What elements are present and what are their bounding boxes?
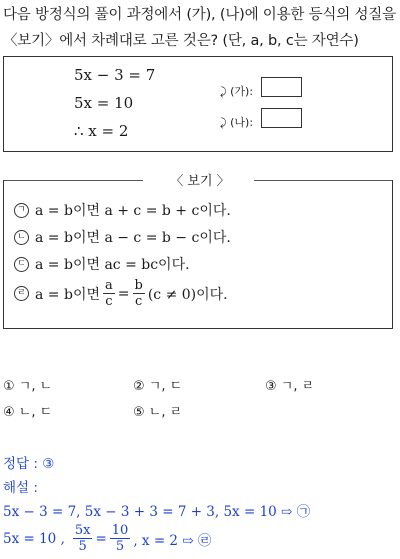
fraction: $\frac{10}{5}$ [111,523,129,554]
circled-mark: ㄱ [14,203,29,218]
explanation-line-1: 5x − 3 = 7, 5x − 3 + 3 = 7 + 3, 5x = 10 ⇨ ㉠ [3,504,311,520]
bogi-item-4: ㄹ a = b이면 $\frac{a}{c}$ = $\frac{b}{c}$ (c ≠ 0)이다. [14,278,228,309]
explanation-line-2: 5x = 10 , $\frac{5x}{5}$ = $\frac{10}{5}$ , x = 2 ⇨ ㉣ [3,523,212,554]
bogi-item-3: ㄷ a = b이면 ac = bc이다. [14,254,190,274]
circled-mark: ㄷ [14,257,29,272]
choice-4[interactable]: ④ ㄴ, ㄷ [3,405,53,420]
solution-step-1: 5x − 3 = 7 [74,66,156,84]
circled-mark: ㄹ [14,286,29,301]
choice-2[interactable]: ② ㄱ, ㄷ [133,379,183,394]
fraction: $\frac{b}{c}$ [134,278,143,309]
fraction: $\frac{5x}{5}$ [74,523,91,554]
fraction: $\frac{a}{c}$ [105,278,113,309]
bogi-item-2: ㄴ a = b이면 a − c = b − c이다. [14,227,231,247]
blank-label-ga: ⤸ (가): [220,85,254,98]
choice-3[interactable]: ③ ㄱ, ㄹ [265,379,315,394]
question-text: 다음 방정식의 풀이 과정에서 (가), (나)에 이용한 등식의 성질을 〈보기〉에서 차례대로 고른 것은? (단, a, b, c는 자연수) [3,7,396,49]
choice-5[interactable]: ⑤ ㄴ, ㄹ [133,405,183,420]
blank-na [261,108,302,128]
bogi-title: 〈 보기 〉 [170,174,230,189]
explanation-label: 해설 : [3,480,38,496]
solution-step-3: ∴ x = 2 [74,122,129,140]
arrow-icon: ⤸ [220,85,227,98]
choice-1[interactable]: ① ㄱ, ㄴ [3,379,53,394]
blank-ga [261,77,302,97]
bogi-item-1: ㄱ a = b이면 a + c = b + c이다. [14,200,231,220]
circled-mark: ㄴ [14,230,29,245]
solution-step-2: 5x = 10 [74,94,134,112]
solution-box [3,56,393,152]
answer-label: 정답 : ③ [3,456,55,472]
blank-label-na: ⤸ (나): [220,116,254,129]
arrow-icon: ⤸ [220,116,227,129]
bogi-box [3,180,393,329]
